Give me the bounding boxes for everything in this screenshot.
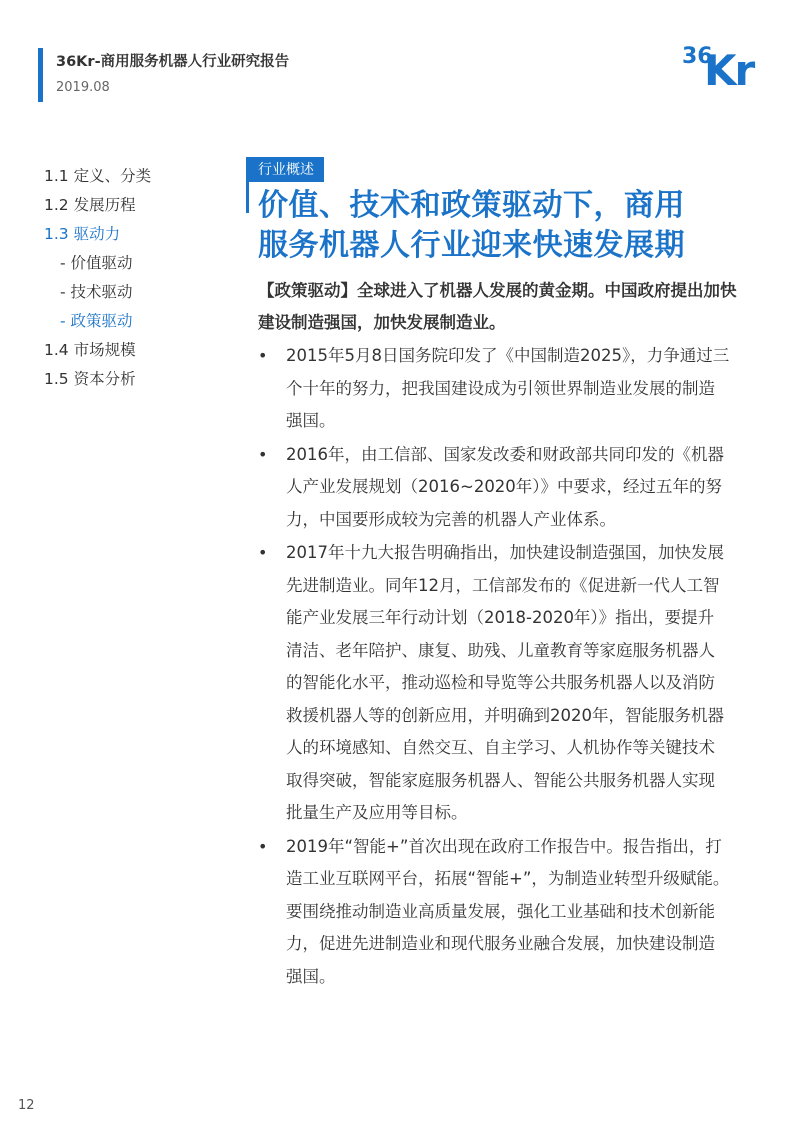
page-title-line-1: 价值、技术和政策驱动下，商用 xyxy=(258,188,685,223)
nav-item-definition[interactable] xyxy=(44,162,234,191)
nav-item-label: - 政策驱动 xyxy=(60,312,133,330)
logo-number: 36 xyxy=(682,44,713,69)
list-item xyxy=(258,340,730,438)
list-item-text: 2016年，由工信部、国家发改委和财政部共同印发的《机器人产业发展规划（2016~2020年）》中要求，经过五年的努力，中国要形成较为完善的机器人产业体系。 xyxy=(286,444,724,529)
section-tag: 行业概述 xyxy=(248,157,324,182)
nav-item-value-driver[interactable] xyxy=(44,249,234,278)
page-title-line-2: 服务机器人行业迎来快速发展期 xyxy=(258,228,685,263)
nav-item-capital-analysis[interactable] xyxy=(44,365,234,394)
nav-item-market-size[interactable] xyxy=(44,336,234,365)
logo-letters: Kr xyxy=(704,46,754,95)
nav-item-label: - 价值驱动 xyxy=(60,254,133,272)
list-item xyxy=(258,439,730,537)
list-item xyxy=(258,537,730,830)
nav-item-label: 1.4 市场规模 xyxy=(44,341,136,359)
list-item xyxy=(258,831,730,994)
page-title xyxy=(258,186,738,266)
page-number: 12 xyxy=(18,1098,35,1113)
report-title: 36Kr-商用服务机器人行业研究报告 xyxy=(56,54,290,70)
lead-paragraph: 【政策驱动】全球进入了机器人发展的黄金期。中国政府提出加快建设制造强国，加快发展制造业。 xyxy=(258,281,737,332)
bullet-dot-icon: • xyxy=(258,543,268,562)
header-accent-bar xyxy=(38,48,43,102)
policy-bullet-list xyxy=(258,340,730,994)
section-nav xyxy=(44,162,234,394)
list-item-text: 2019年“智能+”首次出现在政府工作报告中。报告指出，打造工业互联网平台，拓展“智能+”，为制造业转型升级赋能。要围绕推动制造业高质量发展，强化工业基础和技术创新能力，促进先进制造业和现代服务业融合发展，加快建设制造强国。 xyxy=(286,836,730,986)
bullet-dot-icon: • xyxy=(258,444,268,464)
report-date: 2019.08 xyxy=(56,80,110,95)
nav-item-history[interactable] xyxy=(44,191,234,220)
list-item-text: 2017年十九大报告明确指出，加快建设制造强国，加快发展先进制造业。同年12月，工信部发布的《促进新一代人工智能产业发展三年行动计划（2018-2020年）》指出，要提升清洁、老年陪护、康复、助残、儿童教育等家庭服务机器人的智能化水平，推动巡检和导览等公共服务机器人以及消防救援机器人等的创新应用，并明确到2020年，智能服务机器人的环境感知、自然交互、自主学习、人机协作等关键技术取得突破，智能家庭服务机器人、智能公共服务机器人实现批量生产及应用等目标。 xyxy=(286,543,724,822)
list-item-text: 2015年5月8日国务院印发了《中国制造2025》，力争通过三个十年的努力，把我国建设成为引领世界制造业发展的制造强国。 xyxy=(286,346,730,430)
bullet-dot-icon: • xyxy=(258,836,268,856)
brand-logo xyxy=(674,38,774,98)
nav-item-label: - 技术驱动 xyxy=(60,283,133,301)
nav-item-label: 1.3 驱动力 xyxy=(44,225,121,243)
nav-item-label: 1.5 资本分析 xyxy=(44,370,136,388)
nav-item-tech-driver[interactable] xyxy=(44,278,234,307)
nav-item-policy-driver[interactable] xyxy=(44,307,234,336)
bullet-dot-icon: • xyxy=(258,346,268,365)
nav-item-label: 1.2 发展历程 xyxy=(44,196,136,214)
nav-item-drivers[interactable] xyxy=(44,220,234,249)
nav-item-label: 1.1 定义、分类 xyxy=(44,167,152,185)
